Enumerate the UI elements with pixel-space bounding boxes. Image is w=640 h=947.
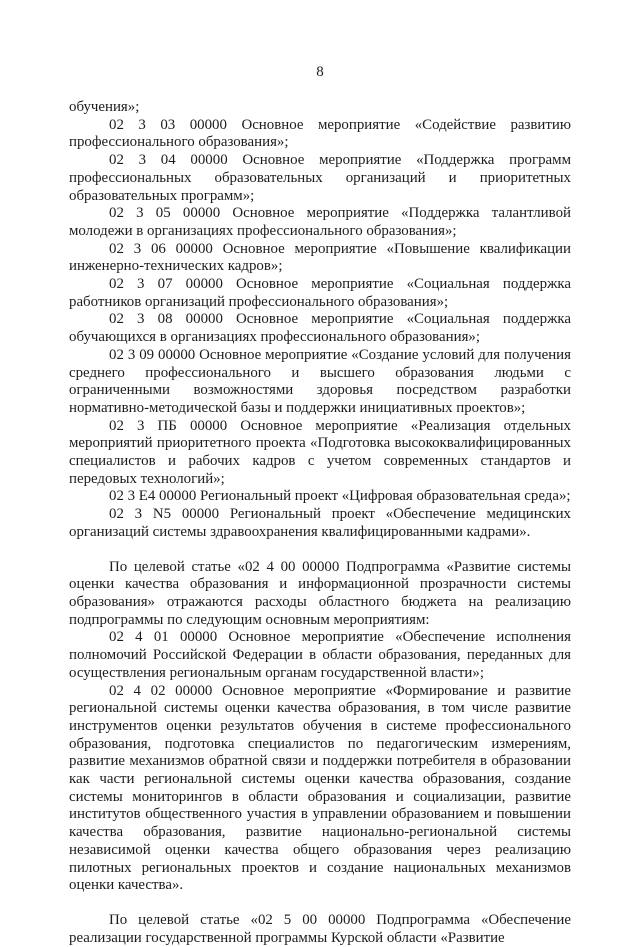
paragraph: 02 3 03 00000 Основное мероприятие «Содействие развитию профессионального образования»; [69, 116, 571, 151]
paragraph: 02 3 04 00000 Основное мероприятие «Поддержка программ профессиональных образовательных организаций и приоритетных образовательных программ»; [69, 152, 571, 204]
paragraph: 02 3 N5 00000 Региональный проект «Обеспечение медицинских организаций системы здравоохранения квалифицированными кадрами». [69, 506, 571, 540]
paragraph: 02 3 09 00000 Основное мероприятие «Создание условий для получения среднего профессионального и высшего образования людьми с ограниченными возможностями здоровья посредством разработки нормативно-методической базы и поддержки инициативных проектов»; [69, 346, 571, 416]
paragraph: По целевой статье «02 5 00 00000 Подпрограмма «Обеспечение реализации государственной программы Курской области «Развитие [69, 911, 571, 946]
paragraph: обучения»; [69, 99, 140, 115]
paragraph: 02 3 Е4 00000 Региональный проект «Цифровая образовательная среда»; [109, 488, 571, 505]
page-number: 8 [316, 64, 324, 80]
paragraph: 02 4 02 00000 Основное мероприятие «Формирование и развитие региональной системы оценки качества образования, в том числе развитие инструментов оценки результатов обучения в системе профессионального образования, подготовка специалистов по педагогическим измерениям, развитие механизмов обратной связи и поддержки потребителя в образовании как части региональной системы оценки качества образования, создание системы мониторингов в области образования и социализации, развитие институтов общественного участия в управлении образованием и повышении качества образования, развитие национально-региональной системы независимой оценки качества общего образования через реализацию пилотных региональных проектов и создание национальных механизмов оценки качества». [69, 682, 571, 894]
paragraph: 02 3 06 00000 Основное мероприятие «Повышение квалификации инженерно-технических кадров»; [69, 240, 571, 275]
document-body [69, 99, 571, 947]
paragraph: 02 3 07 00000 Основное мероприятие «Социальная поддержка работников организаций профессионального образования»; [69, 276, 571, 310]
paragraph: 02 4 01 00000 Основное мероприятие «Обеспечение исполнения полномочий Российской Федерации в области образования, переданных для осуществления региональным органам государственной власти»; [69, 629, 571, 681]
paragraph: 02 3 ПБ 00000 Основное мероприятие «Реализация отдельных мероприятий приоритетного проекта «Подготовка высококвалифицированных специалистов и рабочих кадров с учетом современных стандартов и передовых технологий»; [69, 417, 571, 487]
paragraph: По целевой статье «02 4 00 00000 Подпрограмма «Развитие системы оценки качества образования и информационной прозрачности системы образования» отражаются расходы областного бюджета на реализацию подпрограммы по следующим основным мероприятиям: [69, 558, 571, 628]
paragraph: 02 3 08 00000 Основное мероприятие «Социальная поддержка обучающихся в организациях профессионального образования»; [69, 311, 571, 346]
paragraph: 02 3 05 00000 Основное мероприятие «Поддержка талантливой молодежи в организациях профессионального образования»; [69, 205, 571, 239]
